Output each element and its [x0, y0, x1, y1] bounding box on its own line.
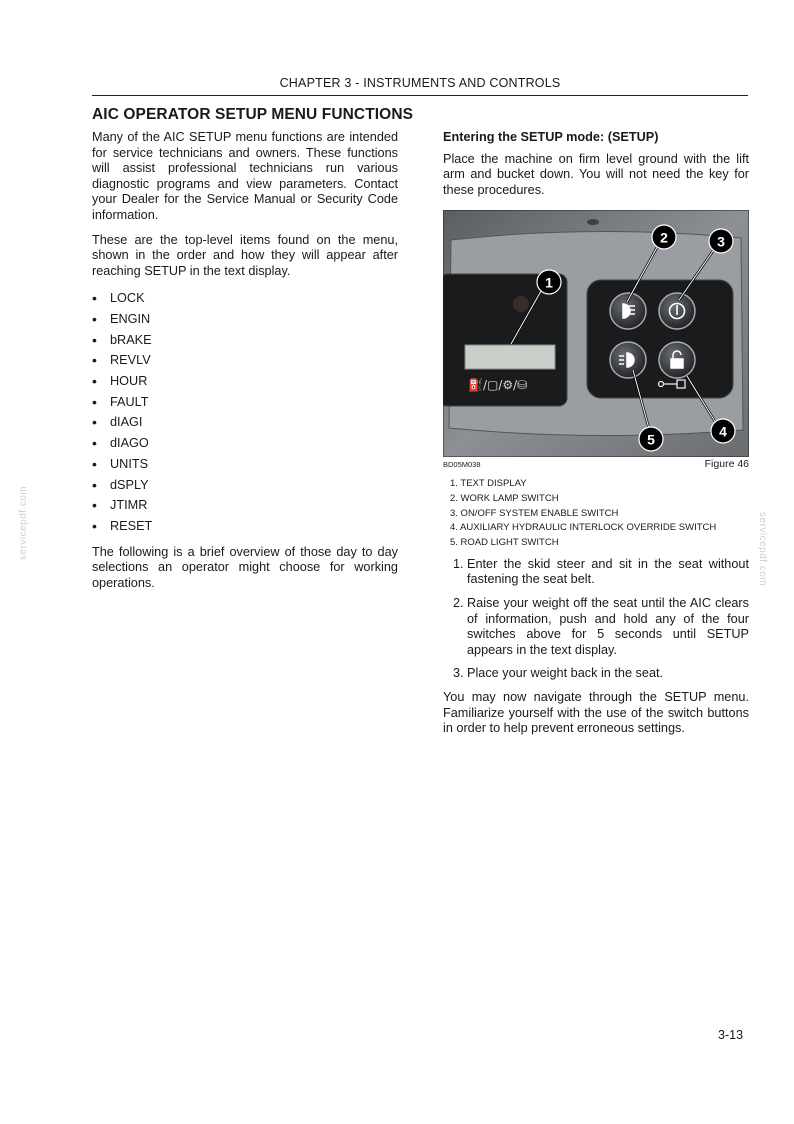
menu-intro-paragraph: These are the top-level items found on the menu, shown in the order and how they will appear after reaching SETUP in the text display. — [92, 232, 398, 278]
bullet-icon: • — [92, 311, 97, 328]
outro-paragraph: You may now navigate through the SETUP menu. Familiarize yourself with the use of the switch buttons in order to help prevent erroneous settings. — [443, 690, 749, 736]
legend-item: 4. AUXILIARY HYDRAULIC INTERLOCK OVERRIDE SWITCH — [450, 522, 717, 534]
menu-item-label: HOUR — [110, 374, 148, 389]
menu-item-label: UNITS — [110, 456, 149, 471]
menu-item-label: LOCK — [110, 291, 145, 306]
figure-label: Figure 46 — [704, 458, 749, 471]
bullet-icon: • — [92, 497, 97, 514]
svg-text:4: 4 — [719, 423, 727, 440]
menu-item — [92, 392, 398, 413]
setup-menu-list — [92, 288, 398, 536]
svg-text:2: 2 — [660, 229, 668, 246]
chapter-header: CHAPTER 3 - INSTRUMENTS AND CONTROLS — [92, 76, 748, 96]
right-column — [443, 130, 749, 746]
step-number: 1. — [453, 556, 464, 571]
menu-item-label: bRAKE — [110, 332, 152, 347]
menu-item-label: ENGIN — [110, 312, 151, 327]
svg-text:3: 3 — [717, 233, 725, 250]
menu-item-label: REVLV — [110, 353, 151, 368]
figure-meta — [443, 457, 749, 469]
menu-item — [92, 330, 398, 351]
menu-item — [92, 288, 398, 309]
menu-item-label: dIAGO — [110, 436, 149, 451]
bullet-icon: • — [92, 414, 97, 431]
setup-step — [443, 557, 749, 588]
menu-item-label: JTIMR — [110, 498, 148, 513]
legend-item: 5. ROAD LIGHT SWITCH — [450, 537, 559, 549]
bullet-icon: • — [92, 373, 97, 390]
callout-2 — [652, 225, 676, 249]
text-display-screen — [465, 345, 555, 369]
bullet-icon: • — [92, 476, 97, 493]
menu-item — [92, 350, 398, 371]
bullet-icon: • — [92, 331, 97, 348]
road-light-switch — [610, 342, 646, 378]
watermark-left: servicepdf.com — [18, 485, 29, 560]
bullet-icon: • — [92, 435, 97, 452]
step-number: 2. — [453, 596, 464, 611]
bullet-icon: • — [92, 455, 97, 472]
step-number: 3. — [453, 666, 464, 681]
menu-item — [92, 454, 398, 475]
step-text: Enter the skid steer and sit in the seat without fastening the seat belt. — [467, 556, 749, 587]
legend-item: 1. TEXT DISPLAY — [450, 478, 527, 490]
figure-code: BD05M038 — [443, 460, 481, 470]
on-off-switch — [659, 293, 695, 329]
bullet-icon: • — [92, 517, 97, 534]
menu-item-label: RESET — [110, 518, 153, 533]
menu-item — [92, 309, 398, 330]
legend-item: 2. WORK LAMP SWITCH — [450, 493, 559, 505]
callout-3 — [709, 229, 733, 253]
display-symbols: ⛽/▢/⚙/⛁ — [468, 378, 528, 393]
setup-intro-paragraph: Place the machine on firm level ground with the lift arm and bucket down. You will not need the key for these procedures. — [443, 151, 749, 197]
setup-steps — [443, 557, 749, 682]
bullet-icon: • — [92, 290, 97, 307]
menu-item-label: dSPLY — [110, 477, 149, 492]
menu-item-label: dIAGI — [110, 415, 143, 430]
menu-item — [92, 412, 398, 433]
svg-text:1: 1 — [545, 274, 553, 291]
page-number: 3-13 — [718, 1028, 744, 1042]
menu-item-label: FAULT — [110, 394, 149, 409]
svg-text:5: 5 — [647, 431, 655, 448]
figure-legend — [450, 477, 749, 551]
step-text: Raise your weight off the seat until the AIC clears of information, push and hold any of the four switches above for 5 seconds until SETUP appears in the text display. — [467, 596, 749, 657]
step-text: Place your weight back in the seat. — [467, 666, 664, 681]
overview-paragraph: The following is a brief overview of those day to day selections an operator might choose for working operations. — [92, 544, 398, 590]
setup-step — [443, 666, 749, 682]
legend-item: 3. ON/OFF SYSTEM ENABLE SWITCH — [450, 507, 619, 519]
callout-1 — [537, 270, 561, 294]
setup-step — [443, 596, 749, 658]
menu-item — [92, 371, 398, 392]
control-panel-photo — [443, 210, 749, 457]
left-column — [92, 130, 398, 600]
setup-mode-subheading: Entering the SETUP mode: (SETUP) — [443, 130, 659, 144]
callout-4 — [711, 419, 735, 443]
menu-item — [92, 433, 398, 454]
watermark-right: servicepdf.com — [757, 512, 768, 587]
intro-paragraph: Many of the AIC SETUP menu functions are intended for service technicians and owners. These functions will assist professional technicians run various diagnostic programs and view parameters. Contact your Dealer for the Service Manual or Security Code information. — [92, 130, 398, 222]
switch-panel — [587, 280, 733, 398]
menu-item — [92, 475, 398, 496]
menu-item — [92, 495, 398, 516]
menu-item — [92, 516, 398, 537]
control-panel-figure — [443, 210, 749, 457]
bullet-icon: • — [92, 352, 97, 369]
callout-5 — [639, 427, 663, 451]
bullet-icon: • — [92, 393, 97, 410]
section-title: AIC OPERATOR SETUP MENU FUNCTIONS — [92, 106, 414, 123]
